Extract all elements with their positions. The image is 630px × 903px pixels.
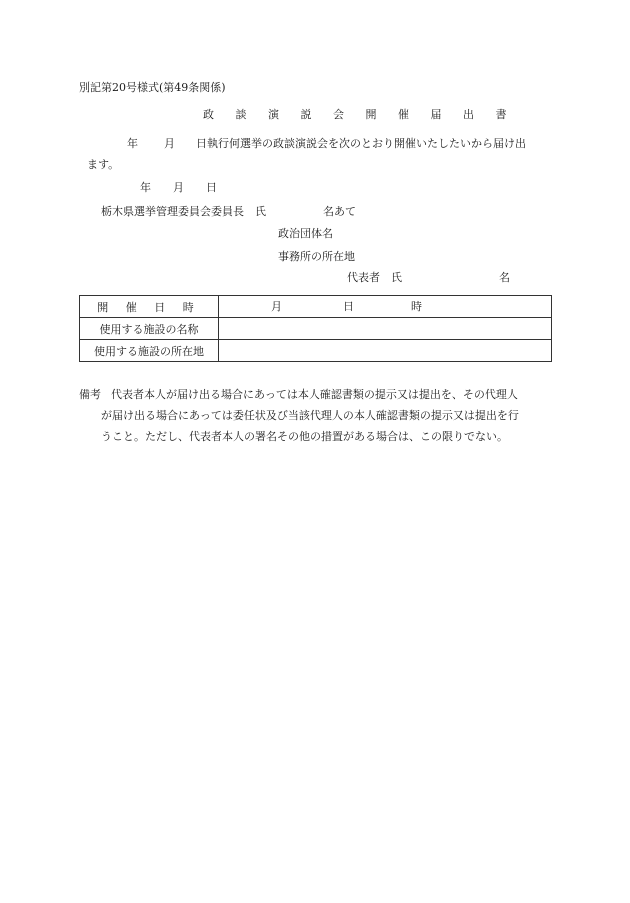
- representative-suffix: 名: [499, 271, 510, 284]
- intro-text-line2: ます。: [87, 158, 120, 171]
- remarks-text-1: 代表者本人が届け出る場合にあっては本人確認書類の提示又は提出を、その代理人: [111, 388, 518, 401]
- document-title: 政 談 演 説 会 開 催 届 出 書: [203, 108, 516, 121]
- facility-name-value-cell[interactable]: [219, 318, 552, 340]
- execution-year-label: 年: [127, 137, 138, 150]
- form-number: 別記第20号様式(第49条関係): [79, 81, 226, 94]
- remarks-text-3: うこと。ただし、代表者本人の署名その他の措置がある場合は、この限りでない。: [101, 430, 508, 443]
- representative-label: 代表者 氏: [347, 271, 402, 284]
- datetime-day-label: 日: [343, 300, 354, 313]
- remarks-prefix: 備考: [79, 388, 101, 401]
- event-info-table: [79, 295, 552, 362]
- table-row: [80, 318, 552, 340]
- table-row: [80, 340, 552, 362]
- addressee-suffix: 名あて: [323, 205, 356, 218]
- office-address-label: 事務所の所在地: [278, 250, 355, 263]
- submission-day-label: 日: [206, 181, 217, 194]
- addressee: 栃木県選挙管理委員会委員長 氏: [101, 205, 266, 218]
- facility-name-label: 使用する施設の名称: [80, 318, 219, 340]
- submission-year-label: 年: [140, 181, 151, 194]
- intro-text-line1: 日執行何選挙の政談演説会を次のとおり開催いたしたいから届け出: [196, 137, 526, 150]
- datetime-hour-label: 時: [411, 300, 422, 313]
- remarks-line-1: [79, 384, 559, 405]
- execution-month-label: 月: [164, 137, 175, 150]
- table-row: [80, 296, 552, 318]
- datetime-value-cell[interactable]: [219, 296, 552, 318]
- submission-month-label: 月: [173, 181, 184, 194]
- facility-address-label: 使用する施設の所在地: [80, 340, 219, 362]
- facility-address-value-cell[interactable]: [219, 340, 552, 362]
- datetime-month-label: 月: [271, 300, 282, 313]
- org-name-label: 政治団体名: [278, 227, 333, 240]
- datetime-label: 開 催 日 時: [80, 296, 219, 318]
- remarks-text-2: が届け出る場合にあっては委任状及び当該代理人の本人確認書類の提示又は提出を行: [101, 409, 519, 422]
- remarks-block: [79, 384, 559, 447]
